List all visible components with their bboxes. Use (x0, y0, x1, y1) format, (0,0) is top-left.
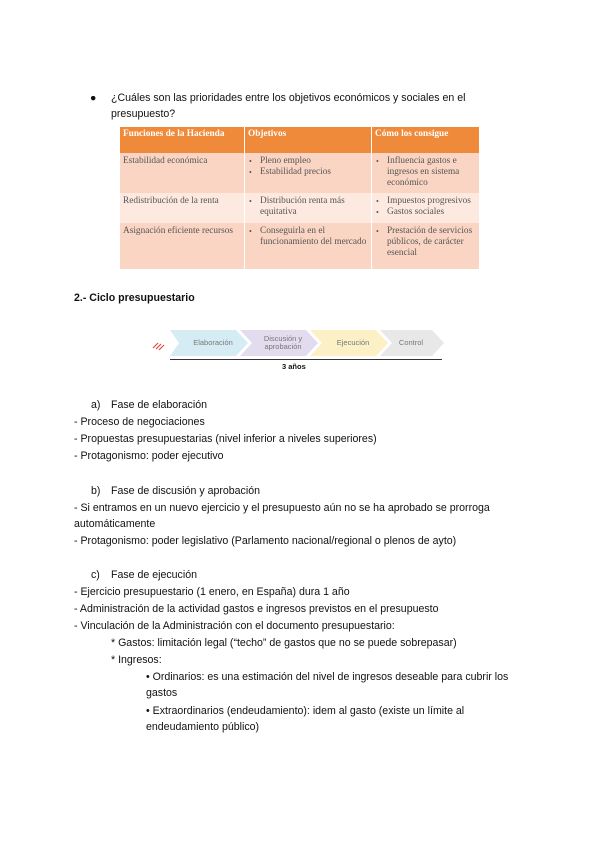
table-header-row (120, 127, 480, 153)
section-title: 2.- Ciclo presupuestario (74, 292, 195, 304)
phase-c-item: - Ejercicio presupuestario (1 enero, en España) dura 1 año (74, 586, 350, 598)
table-row (120, 153, 480, 193)
phase-a-item: - Protagonismo: poder ejecutivo (74, 450, 224, 462)
header-funciones: Funciones de la Hacienda (120, 127, 245, 153)
phase-a-item: - Propuestas presupuestarias (nivel inferior a niveles superiores) (74, 433, 377, 445)
phase-b-marker: b) (91, 485, 101, 497)
arrow-marks-icon (152, 337, 166, 354)
phase-b-title: Fase de discusión y aprobación (111, 485, 260, 497)
list-item: • Distribución renta más equitativa (248, 196, 368, 218)
table-row (120, 193, 480, 223)
question-bullet: ● (90, 92, 97, 104)
question-line-2: presupuesto? (111, 108, 176, 120)
stage-elaboracion-label: Elaboración (193, 338, 233, 347)
stage-control-label: Control (398, 338, 424, 347)
phase-a-title: Fase de elaboración (111, 399, 207, 411)
table-row (120, 223, 480, 269)
list-item: • Gastos sociales (375, 207, 476, 218)
phase-c-extraordinarios-cont: endeudamiento público) (146, 721, 260, 733)
phase-b-item: - Protagonismo: poder legislativo (Parlamento nacional/regional o plenos de ayto) (74, 535, 457, 547)
phase-c-ordinarios-cont: gastos (146, 687, 178, 699)
list-item: • Pleno empleo (248, 156, 368, 167)
cell-objetivos (245, 153, 372, 193)
list-item: • Impuestos progresivos (375, 196, 476, 207)
header-objetivos: Objetivos (245, 127, 372, 153)
list-item: • Estabilidad precios (248, 167, 368, 178)
header-como: Cómo los consigue (372, 127, 480, 153)
cell-funcion: Estabilidad económica (120, 153, 245, 193)
stage-ejecucion-label: Ejecución (336, 338, 370, 347)
phase-c-gastos: * Gastos: limitación legal (“techo” de gastos que no se puede sobrepasar) (111, 637, 457, 649)
phase-a-marker: a) (91, 399, 101, 411)
cell-como (372, 193, 480, 223)
phase-b-item: - Si entramos en un nuevo ejercicio y el presupuesto aún no se ha aprobado se prorroga (74, 502, 490, 514)
list-item: • Conseguirla en el funcionamiento del mercado (248, 226, 368, 248)
phase-c-item: - Vinculación de la Administración con el documento presupuestario: (74, 620, 395, 632)
cell-objetivos (245, 223, 372, 269)
timeline-bar (170, 359, 442, 360)
phase-c-title: Fase de ejecución (111, 569, 197, 581)
cell-objetivos (245, 193, 372, 223)
phase-a-item: - Proceso de negociaciones (74, 416, 205, 428)
duration-label: 3 años (282, 362, 306, 371)
cell-funcion: Redistribución de la renta (120, 193, 245, 223)
cell-funcion: Asignación eficiente recursos (120, 223, 245, 269)
stage-discusion-label: Discusión y aprobación (263, 334, 303, 351)
cell-como (372, 223, 480, 269)
phase-c-item: - Administración de la actividad gastos e ingresos previstos en el presupuesto (74, 603, 439, 615)
question-line-1: ¿Cuáles son las prioridades entre los objetivos económicos y sociales en el (111, 92, 466, 104)
phase-c-marker: c) (91, 569, 100, 581)
cell-como (372, 153, 480, 193)
hacienda-functions-table (120, 127, 480, 269)
phase-c-ordinarios: • Ordinarios: es una estimación del nivel de ingresos deseable para cubrir los (146, 671, 509, 683)
phase-c-extraordinarios: • Extraordinarios (endeudamiento): idem al gasto (existe un límite al (146, 705, 465, 717)
list-item: • Prestación de servicios públicos, de carácter esencial (375, 226, 476, 259)
phase-b-item: automáticamente (74, 518, 156, 530)
phase-c-ingresos: * Ingresos: (111, 654, 162, 666)
list-item: • Influencia gastos e ingresos en sistema económico (375, 156, 476, 189)
